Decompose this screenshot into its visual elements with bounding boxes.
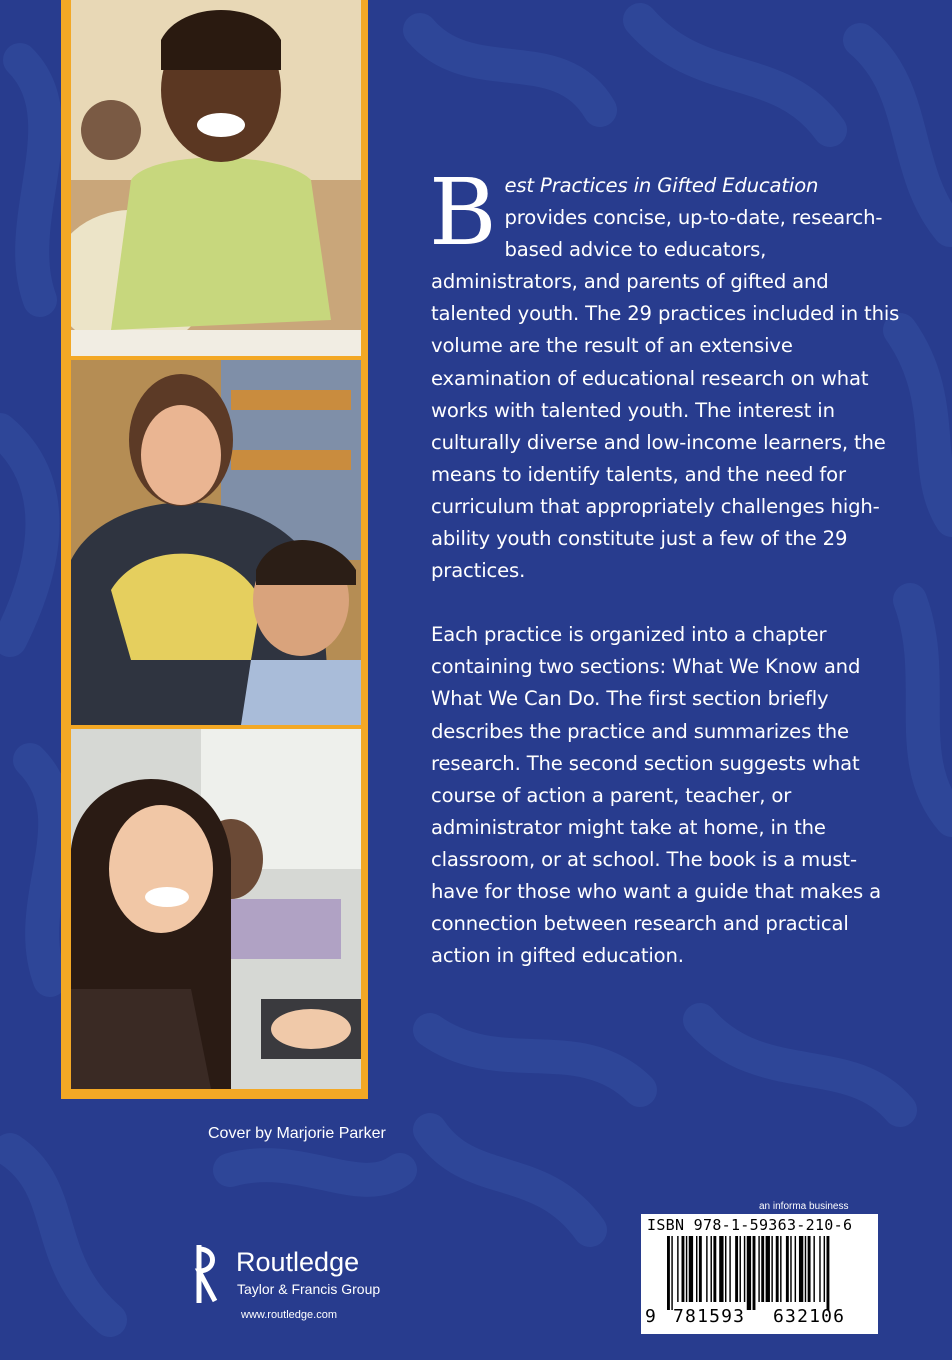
blurb-paragraph-2: Each practice is organized into a chapter containing two sections: What We Know and What We Can Do. The first section briefly describes the practice and summarizes the research. The second section suggests what course of action a parent, teacher, or administrator might take at home, in the classroom, or at school. The book is a must-have for those who want a guide that makes a connection between research and practical action in gifted education. xyxy=(431,623,881,968)
barcode-bar xyxy=(827,1236,830,1310)
barcode-bar xyxy=(795,1236,796,1302)
photo-girl-at-computer xyxy=(71,729,361,1089)
barcode-bar xyxy=(677,1236,678,1302)
barcode-bar xyxy=(771,1236,772,1302)
photo-strip-frame xyxy=(61,0,368,1099)
barcode-bar xyxy=(696,1236,697,1302)
barcode-bar xyxy=(671,1236,672,1310)
barcode-bar xyxy=(780,1236,781,1302)
barcode-bar xyxy=(682,1236,685,1302)
cover-credit: Cover by Marjorie Parker xyxy=(208,1125,386,1142)
informa-tagline: an informa business xyxy=(759,1201,849,1212)
barcode-bar xyxy=(699,1236,702,1302)
barcode-bar xyxy=(766,1236,770,1302)
barcode-bar xyxy=(790,1236,791,1302)
barcode-bar xyxy=(725,1236,726,1302)
blurb-paragraph-1 xyxy=(429,159,901,587)
barcode-bar xyxy=(735,1236,738,1302)
barcode-bar xyxy=(706,1236,707,1302)
blurb-paragraph-1-text: provides concise, up-to-date, research-based advice to educators, administrators, and parents of gifted and talented youth. The 29 practices included in this volume are the result of an extensive examination of educational research on what works with talented youth. The interest in culturally diverse and low-income learners, the means to identify talents, and the need for curriculum that appropriately challenges high-ability youth constitute just a few of the 29 practices. xyxy=(431,206,900,583)
barcode-bar xyxy=(744,1236,745,1302)
barcode-bar xyxy=(686,1236,687,1302)
barcode-bar xyxy=(729,1236,730,1302)
barcode-bar xyxy=(711,1236,712,1302)
barcode-bar xyxy=(758,1236,759,1302)
drop-cap: B xyxy=(429,159,497,266)
barcode-bar xyxy=(819,1236,820,1302)
isbn-barcode xyxy=(641,1214,878,1334)
barcode-bars xyxy=(667,1236,871,1310)
barcode-bar xyxy=(776,1236,779,1302)
barcode-bar xyxy=(808,1236,811,1302)
barcode-bar xyxy=(753,1236,756,1310)
description-blurb xyxy=(429,159,901,972)
photo-smiling-girl xyxy=(71,0,361,356)
ean-left-digits: 781593 xyxy=(673,1306,746,1327)
barcode-bar xyxy=(713,1236,716,1302)
barcode-bar xyxy=(667,1236,670,1310)
publisher-name: Routledge xyxy=(236,1247,360,1277)
photo-teacher-and-boy xyxy=(71,360,361,725)
book-title: est Practices in Gifted Education xyxy=(504,174,819,197)
routledge-r-icon xyxy=(189,1243,219,1305)
barcode-bar xyxy=(786,1236,789,1302)
barcode-bar xyxy=(740,1236,741,1302)
barcode-bar xyxy=(689,1236,693,1302)
barcode-bar xyxy=(719,1236,723,1302)
barcode-bar xyxy=(824,1236,825,1302)
barcode-bar xyxy=(805,1236,806,1302)
barcode-bar xyxy=(761,1236,764,1302)
routledge-logo xyxy=(189,1243,389,1305)
barcode-bar xyxy=(799,1236,803,1302)
isbn-label: ISBN 978-1-59363-210-6 xyxy=(647,1216,853,1234)
ean-right-digits: 632106 xyxy=(773,1306,846,1327)
publisher-url: www.routledge.com xyxy=(241,1309,337,1321)
barcode-bar xyxy=(747,1236,751,1310)
barcode-bar xyxy=(813,1236,814,1302)
ean-first-digit: 9 xyxy=(645,1306,656,1327)
publisher-group: Taylor & Francis Group xyxy=(237,1281,381,1297)
